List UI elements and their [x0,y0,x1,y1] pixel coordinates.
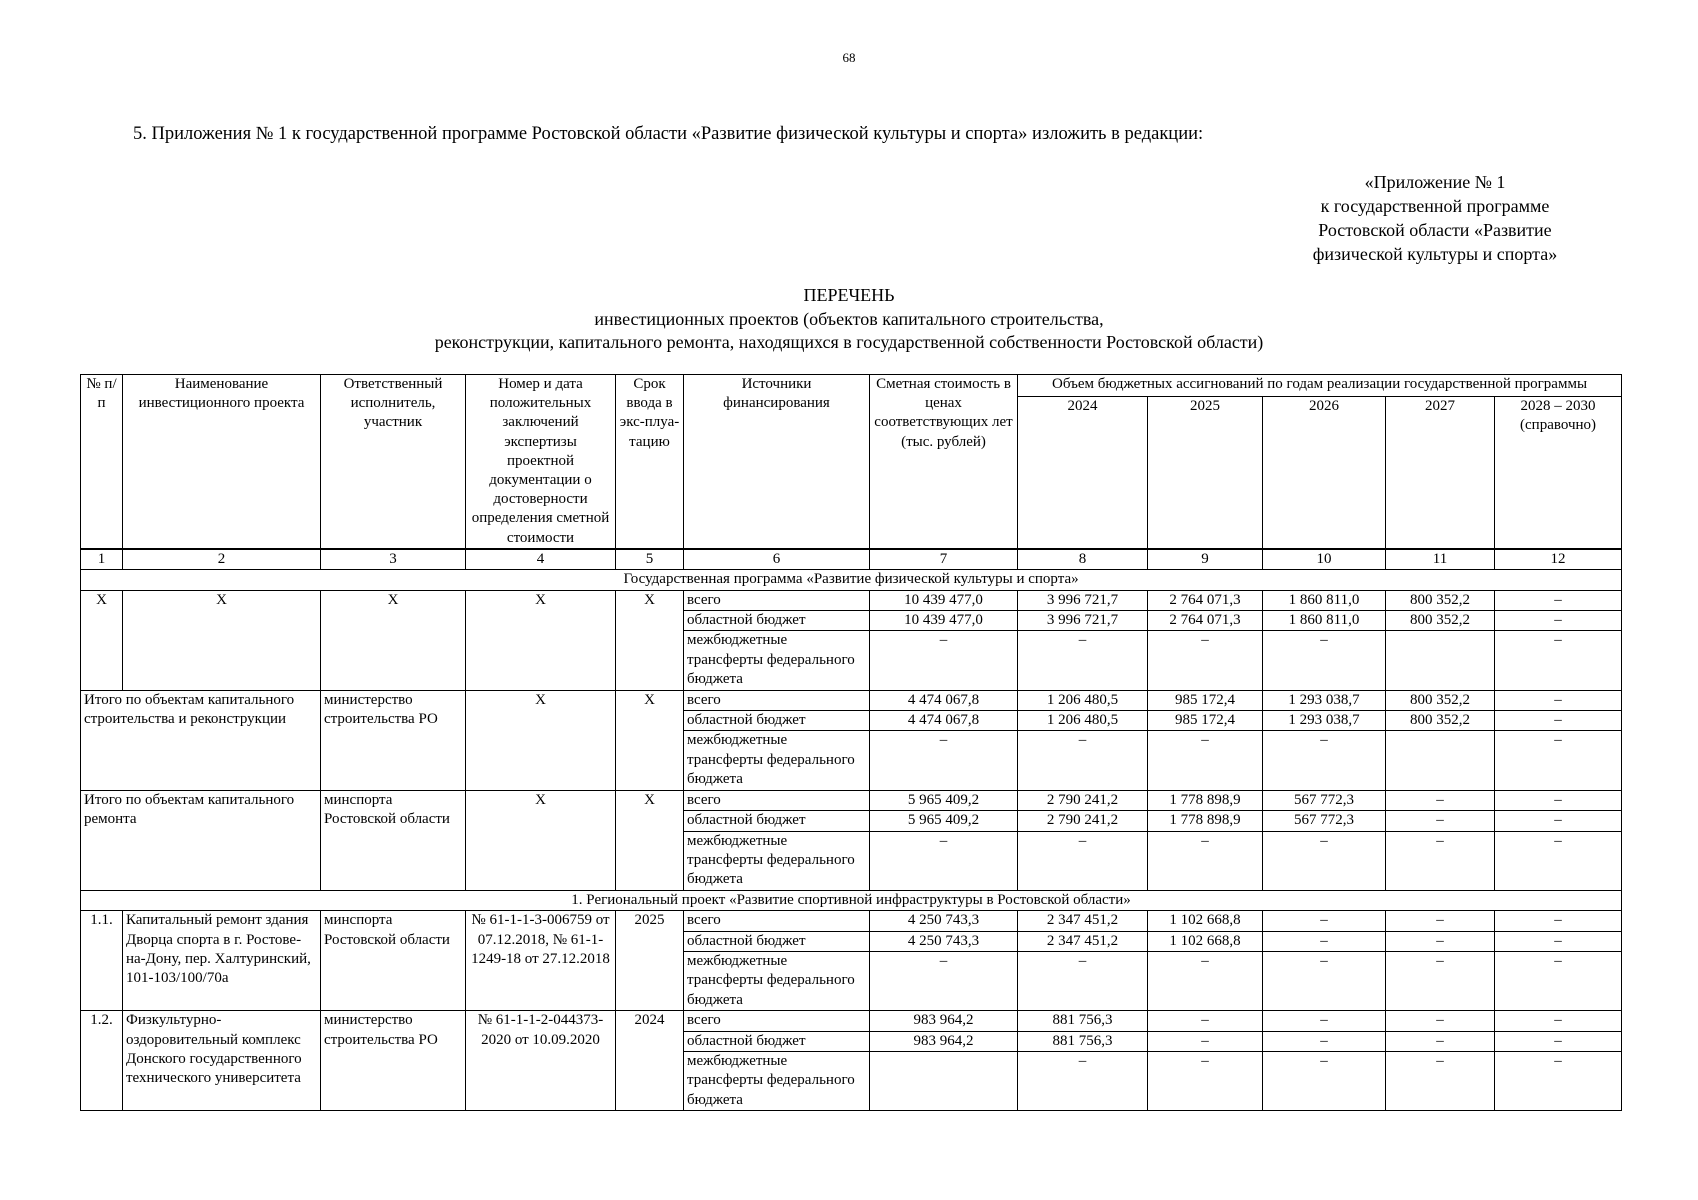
budget-2026-value: – [1263,951,1386,1010]
intro-paragraph: 5. Приложения № 1 к государственной программе Ростовской области «Развитие физической культуры и спорта» изложить в редакции: [133,124,1204,144]
budget-2025-value: 1 102 668,8 [1148,931,1263,951]
budget-2024-value: 881 756,3 [1018,1011,1148,1031]
budget-2026-value: 1 293 038,7 [1263,711,1386,731]
column-number-cell: 4 [466,549,616,570]
appendix-line: физической культуры и спорта» [1312,244,1558,264]
budget-2028-2030-value: – [1495,1051,1622,1110]
budget-2025-value: 1 778 898,9 [1148,790,1263,810]
project-name: Капитальный ремонт здания Дворца спорта в г. Ростове-на-Дону, пер. Халтуринский, 101-103/100/70а [123,911,321,1011]
cost-value: – [870,831,1018,890]
budget-2025-value: – [1148,1011,1263,1031]
header-expertise: Номер и дата положительных заключений экспертизы проектной документации о достоверности определения сметной стоимости [466,375,616,549]
budget-2027-value: 800 352,2 [1386,611,1495,631]
commissioning-term: X [616,690,684,790]
financing-source: областной бюджет [684,1031,870,1051]
cost-value: 10 439 477,0 [870,611,1018,631]
group-capital-repair-total [81,790,1622,890]
responsible-executor: минспорта Ростовской области [321,790,466,890]
budget-2027-value [1386,631,1495,690]
budget-2027-value: – [1386,911,1495,931]
column-number-cell: 6 [684,549,870,570]
column-number-cell: 12 [1495,549,1622,570]
budget-2025-value: 2 764 071,3 [1148,590,1263,610]
financing-source: областной бюджет [684,711,870,731]
budget-2025-value: – [1148,731,1263,790]
document-title [0,284,1698,355]
financing-source: межбюджетные трансферты федерального бюджета [684,831,870,890]
cost-value: 5 965 409,2 [870,790,1018,810]
header-term: Срок ввода в экс-плуа-тацию [616,375,684,549]
budget-2027-value: – [1386,831,1495,890]
budget-2026-value: – [1263,1051,1386,1110]
expertise-conclusion: X [466,590,616,690]
budget-2027-value: – [1386,951,1495,1010]
budget-2026-value: 1 293 038,7 [1263,690,1386,710]
appendix-line: Ростовской области «Развитие [1318,220,1552,240]
appendix-label [1275,170,1595,266]
financing-source: всего [684,690,870,710]
budget-2024-value: 3 996 721,7 [1018,611,1148,631]
budget-2028-2030-value: – [1495,1031,1622,1051]
budget-2028-2030-value: – [1495,831,1622,890]
budget-2027-value: – [1386,931,1495,951]
expertise-conclusion: № 61-1-1-2-044373-2020 от 10.09.2020 [466,1011,616,1111]
budget-2024-value: – [1018,1051,1148,1110]
budget-2024-value: 1 206 480,5 [1018,690,1148,710]
cost-value: 4 250 743,3 [870,911,1018,931]
budget-2028-2030-value: – [1495,1011,1622,1031]
financing-source: всего [684,590,870,610]
budget-2028-2030-value: – [1495,790,1622,810]
expertise-conclusion: X [466,690,616,790]
budget-2026-value: – [1263,631,1386,690]
title-line: реконструкции, капитального ремонта, находящихся в государственной собственности Ростовской области) [434,332,1264,352]
column-number-cell: 2 [123,549,321,570]
responsible-executor: министерство строительства РО [321,1011,466,1111]
financing-source: межбюджетные трансферты федерального бюджета [684,631,870,690]
financing-source: межбюджетные трансферты федерального бюджета [684,951,870,1010]
budget-2027-value: – [1386,790,1495,810]
title-line: ПЕРЕЧЕНЬ [803,285,895,305]
header-year-2024: 2024 [1018,396,1148,548]
financing-source: областной бюджет [684,811,870,831]
budget-2028-2030-value: – [1495,911,1622,931]
financing-source: всего [684,790,870,810]
cost-value: 10 439 477,0 [870,590,1018,610]
project-name: Итого по объектам капитального строительства и реконструкции [81,690,321,790]
header-year-2027: 2027 [1386,396,1495,548]
header-executor: Ответственный исполнитель, участник [321,375,466,549]
budget-2027-value: – [1386,1031,1495,1051]
header-name: Наименование инвестиционного проекта [123,375,321,549]
budget-2028-2030-value: – [1495,931,1622,951]
header-year-2026: 2026 [1263,396,1386,548]
budget-2024-value: – [1018,831,1148,890]
title-line: инвестиционных проектов (объектов капитального строительства, [594,308,1104,329]
budget-2025-value: – [1148,951,1263,1010]
cost-value: 983 964,2 [870,1031,1018,1051]
budget-2028-2030-value: – [1495,731,1622,790]
budget-2026-value: – [1263,1031,1386,1051]
budget-2026-value: – [1263,931,1386,951]
budget-2027-value: 800 352,2 [1386,711,1495,731]
budget-2026-value: – [1263,831,1386,890]
budget-2025-value: 2 764 071,3 [1148,611,1263,631]
expertise-conclusion: X [466,790,616,890]
commissioning-term: X [616,590,684,690]
budget-2027-value: – [1386,811,1495,831]
cost-value: 4 474 067,8 [870,711,1018,731]
budget-2025-value: 985 172,4 [1148,690,1263,710]
row-number: X [81,590,123,690]
budget-2024-value: 881 756,3 [1018,1031,1148,1051]
project-name: X [123,590,321,690]
investment-projects-table [80,374,1622,1111]
budget-2026-value: 567 772,3 [1263,811,1386,831]
budget-2027-value: 800 352,2 [1386,590,1495,610]
header-cost: Сметная стоимость в ценах соответствующих лет (тыс. рублей) [870,375,1018,549]
project-name: Физкультурно-оздоровительный комплекс Донского государственного технического университета [123,1011,321,1111]
budget-2026-value: 567 772,3 [1263,790,1386,810]
budget-2024-value: – [1018,731,1148,790]
financing-source: межбюджетные трансферты федерального бюджета [684,731,870,790]
data-row [81,911,1622,931]
appendix-line: к государственной программе [1320,196,1550,216]
financing-source: всего [684,1011,870,1031]
commissioning-term: X [616,790,684,890]
budget-2025-value: 1 778 898,9 [1148,811,1263,831]
data-row [81,1011,1622,1031]
cost-value: 983 964,2 [870,1011,1018,1031]
financing-source: областной бюджет [684,611,870,631]
budget-2024-value: – [1018,951,1148,1010]
commissioning-term: 2024 [616,1011,684,1111]
budget-2027-value [1386,731,1495,790]
budget-2027-value: – [1386,1011,1495,1031]
column-number-cell: 1 [81,549,123,570]
financing-source: межбюджетные трансферты федерального бюджета [684,1051,870,1110]
budget-2024-value: 2 790 241,2 [1018,811,1148,831]
budget-2026-value: 1 860 811,0 [1263,590,1386,610]
data-row [81,590,1622,610]
group-project-1-2 [81,1011,1622,1111]
header-sources: Источники финансирования [684,375,870,549]
responsible-executor: X [321,590,466,690]
budget-2025-value: – [1148,631,1263,690]
budget-2025-value: 985 172,4 [1148,711,1263,731]
header-year-2028-2030: 2028 – 2030 (справочно) [1495,396,1622,548]
column-number-cell: 7 [870,549,1018,570]
financing-source: областной бюджет [684,931,870,951]
row-number: 1.2. [81,1011,123,1111]
budget-2026-value: – [1263,731,1386,790]
budget-2026-value: 1 860 811,0 [1263,611,1386,631]
budget-2026-value: – [1263,1011,1386,1031]
column-number-row [81,549,1622,570]
column-number-cell: 5 [616,549,684,570]
budget-2025-value: – [1148,1031,1263,1051]
data-row [81,690,1622,710]
budget-2028-2030-value: – [1495,690,1622,710]
responsible-executor: министерство строительства РО [321,690,466,790]
budget-2024-value: – [1018,631,1148,690]
header-budget-group: Объем бюджетных ассигнований по годам реализации государственной программы [1018,375,1622,397]
expertise-conclusion: № 61-1-1-3-006759 от 07.12.2018, № 61-1-1249-18 от 27.12.2018 [466,911,616,1011]
header-num: № п/п [81,375,123,549]
budget-2025-value: 1 102 668,8 [1148,911,1263,931]
cost-value: – [870,951,1018,1010]
budget-2024-value: 2 347 451,2 [1018,931,1148,951]
budget-2024-value: 1 206 480,5 [1018,711,1148,731]
data-row [81,790,1622,810]
commissioning-term: 2025 [616,911,684,1011]
group-capital-construction-total [81,690,1622,790]
budget-2027-value: 800 352,2 [1386,690,1495,710]
budget-2028-2030-value: – [1495,811,1622,831]
header-year-2025: 2025 [1148,396,1263,548]
page-number: 68 [842,50,856,65]
section-title-row: 1. Региональный проект «Развитие спортивной инфраструктуры в Ростовской области» [81,890,1622,910]
column-number-cell: 9 [1148,549,1263,570]
budget-2025-value: – [1148,831,1263,890]
budget-2026-value: – [1263,911,1386,931]
financing-source: всего [684,911,870,931]
budget-2024-value: 2 347 451,2 [1018,911,1148,931]
cost-value: 4 250 743,3 [870,931,1018,951]
program-title-row: Государственная программа «Развитие физической культуры и спорта» [81,570,1622,590]
column-number-cell: 8 [1018,549,1148,570]
cost-value: 5 965 409,2 [870,811,1018,831]
group-project-1-1 [81,911,1622,1011]
budget-2025-value: – [1148,1051,1263,1110]
budget-2028-2030-value: – [1495,951,1622,1010]
responsible-executor: минспорта Ростовской области [321,911,466,1011]
budget-2028-2030-value: – [1495,611,1622,631]
budget-2028-2030-value: – [1495,590,1622,610]
column-number-cell: 11 [1386,549,1495,570]
group-program-total [81,590,1622,690]
appendix-line: «Приложение № 1 [1364,172,1506,192]
budget-2024-value: 3 996 721,7 [1018,590,1148,610]
column-number-cell: 3 [321,549,466,570]
column-number-cell: 10 [1263,549,1386,570]
budget-2027-value: – [1386,1051,1495,1110]
cost-value: – [870,731,1018,790]
budget-2028-2030-value: – [1495,631,1622,690]
cost-value: 4 474 067,8 [870,690,1018,710]
project-name: Итого по объектам капитального ремонта [81,790,321,890]
row-number: 1.1. [81,911,123,1011]
cost-value: – [870,631,1018,690]
budget-2024-value: 2 790 241,2 [1018,790,1148,810]
budget-2028-2030-value: – [1495,711,1622,731]
cost-value [870,1051,1018,1110]
